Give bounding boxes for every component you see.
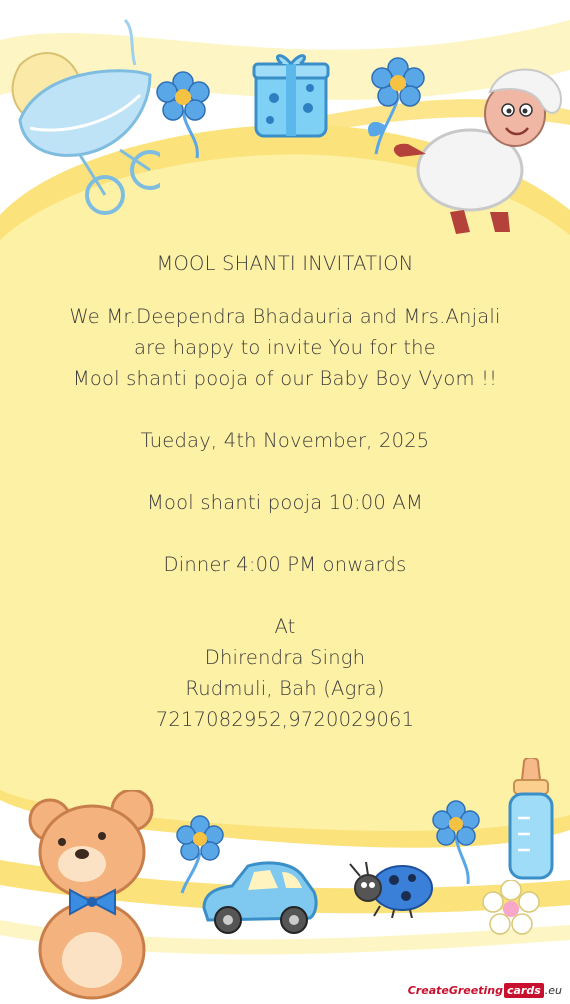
invitation-title: MOOL SHANTI INVITATION xyxy=(156,252,414,275)
invitation-text xyxy=(0,248,570,735)
invite-line: are happy to invite You for the xyxy=(134,336,436,359)
blue-flower-icon xyxy=(155,70,215,160)
pooja-time: Mool shanti pooja 10:00 AM xyxy=(147,491,423,514)
host-line: We Mr.Deependra Bhadauria and Mrs.Anjali xyxy=(69,305,501,328)
toy-car-icon xyxy=(198,858,320,938)
gift-box-icon xyxy=(250,48,332,140)
brand-name-part1: CreateGreeting xyxy=(407,984,503,997)
brand-name-part2: cards xyxy=(504,983,544,998)
baby-bottle-icon xyxy=(500,758,562,883)
white-flower-icon xyxy=(482,880,540,938)
dinner-time: Dinner 4:00 PM onwards xyxy=(163,553,407,576)
occasion-line: Mool shanti pooja of our Baby Boy Vyom !! xyxy=(72,367,498,390)
venue-host: Dhirendra Singh xyxy=(204,646,366,669)
venue-label: At xyxy=(274,615,296,638)
venue-address: Rudmuli, Bah (Agra) xyxy=(185,677,385,700)
blue-flower-icon xyxy=(430,800,485,885)
ladybug-icon xyxy=(344,858,436,918)
brand-tld: .eu xyxy=(544,984,562,997)
sheep-icon xyxy=(390,62,570,242)
teddy-bear-icon xyxy=(20,790,170,1000)
brand-watermark xyxy=(408,983,562,998)
event-date: Tueday, 4th November, 2025 xyxy=(140,429,430,452)
baby-carriage-icon xyxy=(0,10,160,215)
contact-phones: 7217082952,9720029061 xyxy=(155,708,415,731)
